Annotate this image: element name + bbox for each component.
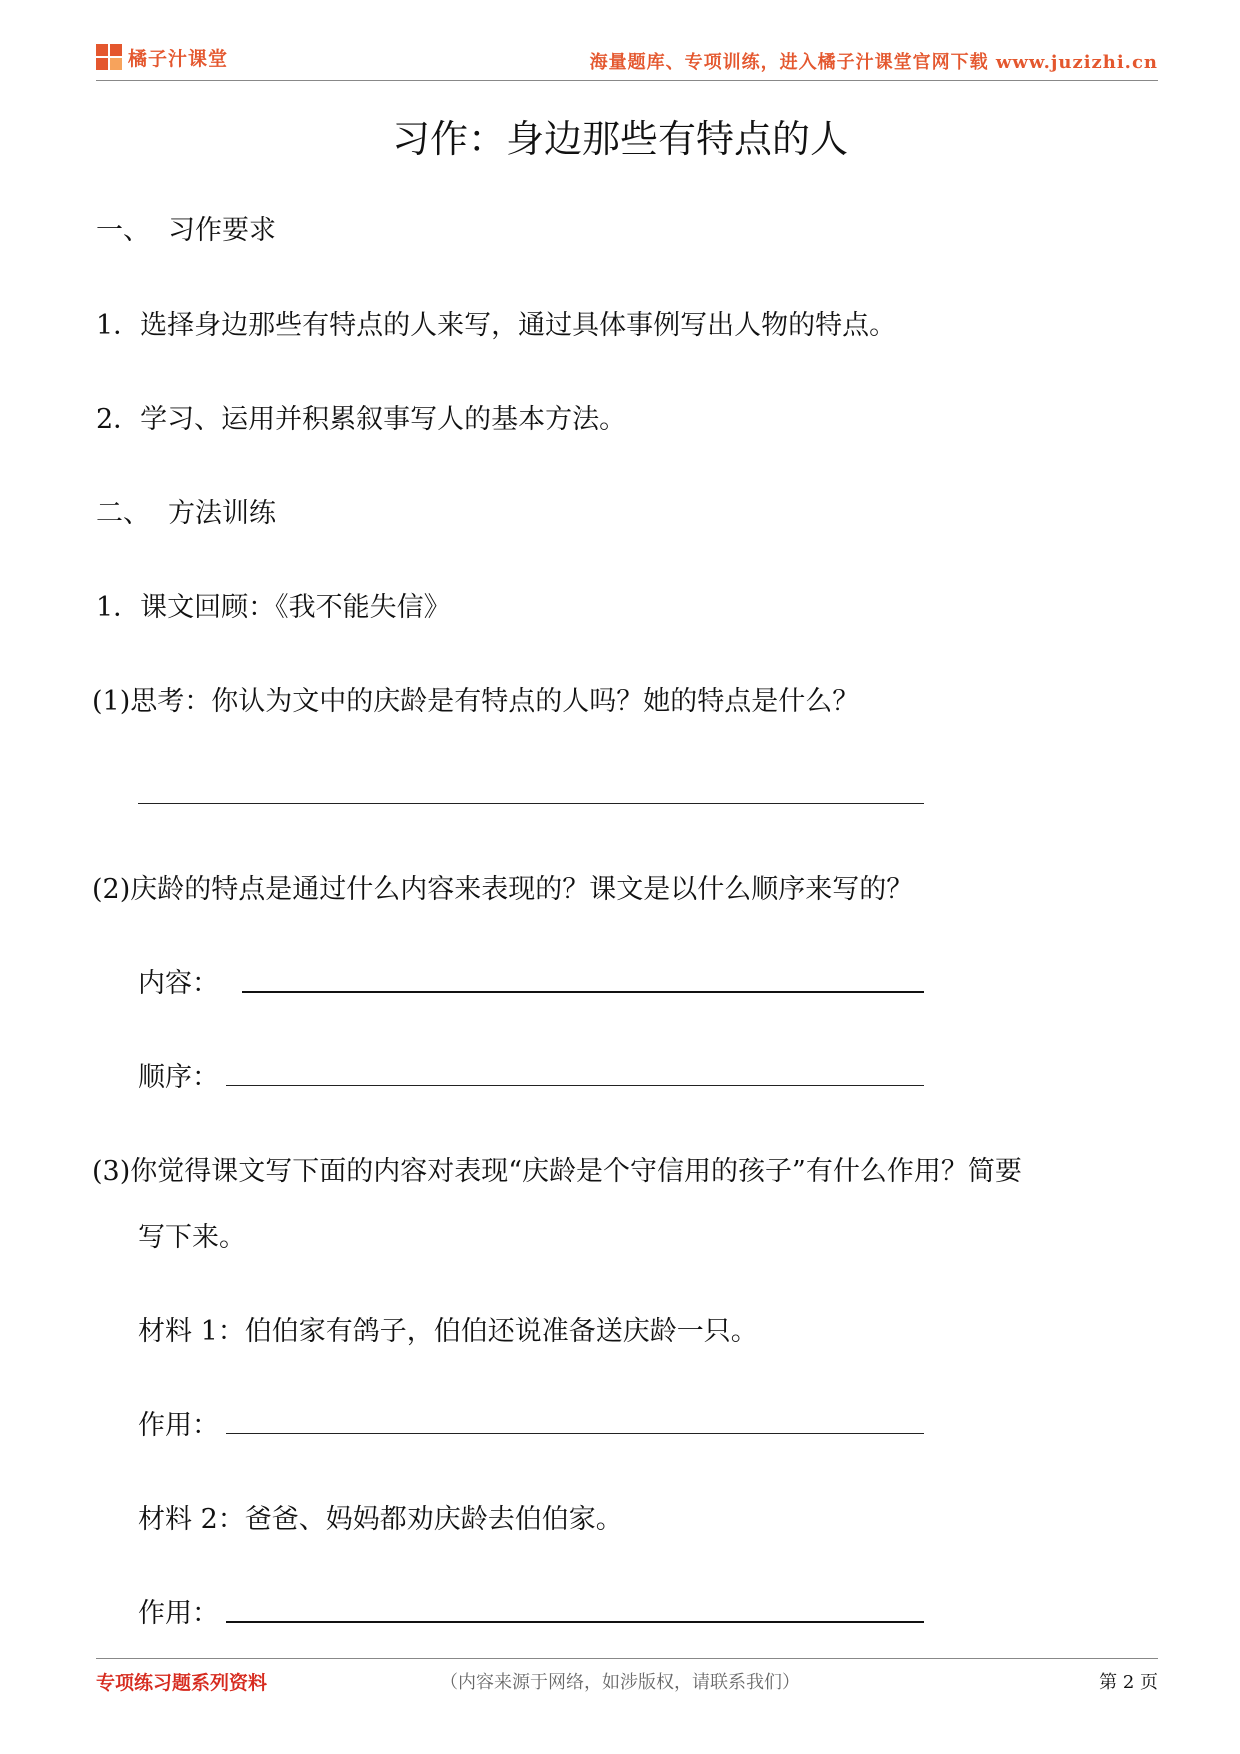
answer-line-q1[interactable]	[138, 803, 924, 804]
header-divider	[96, 80, 1158, 81]
section-heading-requirements	[96, 208, 276, 247]
question-1: (1)思考：你认为文中的庆龄是有特点的人吗？她的特点是什么？	[92, 686, 860, 717]
content-label: 内容：	[138, 968, 219, 999]
section-heading-training	[96, 491, 276, 530]
requirement-1: 1．选择身边那些有特点的人来写，通过具体事例写出人物的特点。	[96, 310, 897, 341]
question-3-continued: 写下来。	[138, 1222, 246, 1253]
header-slogan: 海量题库、专项训练，进入橘子汁课堂官网下载 www.juzizhi.cn	[589, 52, 1158, 73]
section-number: 二、	[96, 498, 150, 529]
effect-1-label: 作用：	[138, 1410, 219, 1441]
footer-divider	[96, 1658, 1158, 1659]
footer-series-label: 专项练习题系列资料	[96, 1672, 268, 1694]
footer-copyright-note: （内容来源于网络，如涉版权，请联系我们）	[440, 1672, 800, 1693]
logo-icon	[96, 44, 124, 72]
answer-line-content[interactable]	[242, 991, 924, 993]
answer-line-effect-1[interactable]	[226, 1433, 924, 1434]
text-review: 1．课文回顾：《我不能失信》	[96, 592, 451, 623]
brand-name: 橘子汁课堂	[128, 48, 229, 70]
section-number: 一、	[96, 215, 150, 246]
material-1: 材料 1：伯伯家有鸽子，伯伯还说准备送庆龄一只。	[138, 1316, 758, 1347]
question-2: (2)庆龄的特点是通过什么内容来表现的？课文是以什么顺序来写的？	[92, 874, 914, 905]
answer-line-order[interactable]	[226, 1085, 924, 1086]
effect-2-label: 作用：	[138, 1598, 219, 1629]
answer-line-effect-2[interactable]	[226, 1621, 924, 1623]
page-number: 第 2 页	[1099, 1672, 1158, 1693]
requirement-2: 2．学习、运用并积累叙事写人的基本方法。	[96, 404, 627, 435]
page-title: 习作：身边那些有特点的人	[391, 117, 848, 161]
section-title: 方法训练	[168, 498, 276, 529]
order-label: 顺序：	[138, 1062, 219, 1093]
section-title: 习作要求	[168, 215, 276, 246]
material-2: 材料 2：爸爸、妈妈都劝庆龄去伯伯家。	[138, 1504, 623, 1535]
question-3: (3)你觉得课文写下面的内容对表现“庆龄是个守信用的孩子”有什么作用？简要	[92, 1156, 1022, 1187]
